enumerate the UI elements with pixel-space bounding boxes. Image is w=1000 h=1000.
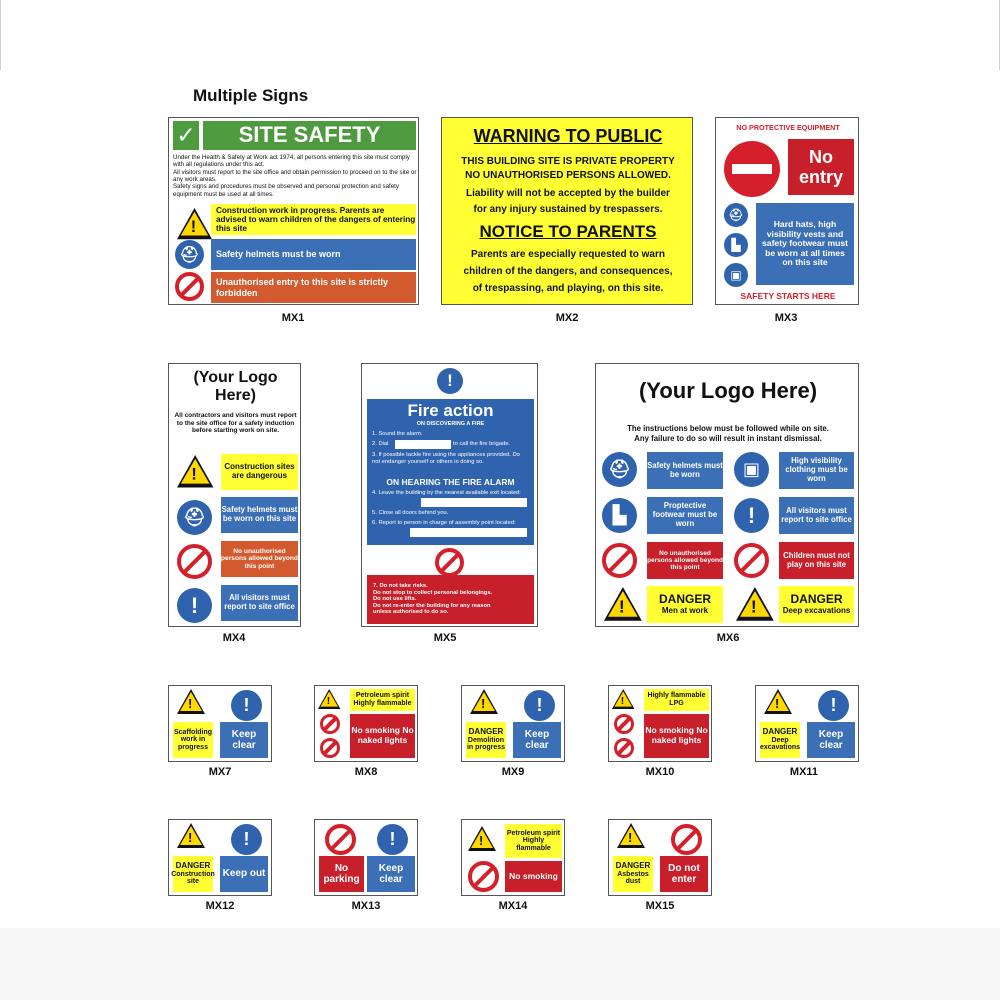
code-mx10: MX10: [645, 766, 675, 778]
no-smoking-icon: [320, 714, 340, 734]
danger-label: DANGER: [175, 860, 211, 870]
safety-starts-here: SAFETY STARTS HERE: [740, 291, 836, 301]
mx8-yellow: Petroleum spirit Highly flammable: [350, 689, 415, 711]
bottom-strip: [0, 928, 1000, 1000]
fire-alarm-heading: ON HEARING THE FIRE ALARM: [386, 477, 515, 487]
mx6-footwear: Proptective footwear must be worn: [647, 497, 723, 534]
phone-number-field: [395, 440, 451, 449]
mx11-blue: Keep clear: [807, 722, 855, 758]
mx6-visibility: High visibility clothing must be worn: [779, 452, 854, 489]
mx4-instructions: All contractors and visitors must report to the site office for a safety induction before starting work on site.: [174, 412, 297, 435]
fire-step-2b: to call the fire brigade.: [453, 441, 511, 447]
mx7-blue: Keep clear: [220, 722, 268, 758]
visitors-text: All visitors must report to site office: [221, 585, 298, 621]
code-mx4: MX4: [222, 632, 246, 644]
mx14-yellow: Petroleum spirit Highly flammable: [505, 824, 562, 858]
code-mx3: MX3: [774, 312, 798, 324]
helmet-icon: ⛑: [177, 500, 212, 535]
mx6-helmets: Safety helmets must be worn: [647, 452, 723, 489]
boot-icon: ▙: [724, 233, 748, 257]
logo-placeholder: (Your Logo Here): [193, 369, 278, 405]
demolition-text: Demolition in progress: [466, 736, 506, 752]
no-access-icon: [177, 544, 212, 579]
sign-mx15: [608, 819, 712, 896]
mx2-line5: Parents are especially requested to warn: [471, 249, 665, 260]
code-mx12: MX12: [205, 900, 235, 912]
construction-site-text: Construction site: [171, 870, 215, 886]
prohibition-icon: [435, 548, 464, 577]
no-text: No: [809, 146, 833, 167]
sign-mx3: [715, 117, 859, 305]
mx2-line1: THIS BUILDING SITE IS PRIVATE PROPERTY: [461, 156, 675, 167]
warning-icon: [177, 208, 212, 239]
fire-action-title: Fire action: [407, 401, 494, 420]
mx12-blue: Keep out: [220, 856, 268, 892]
danger-label: DANGER: [615, 860, 651, 870]
warning-icon: [604, 587, 642, 621]
code-mx5: MX5: [433, 632, 457, 644]
construction-danger: Construction sites are dangerous: [221, 454, 298, 490]
mx15-yellow: [613, 856, 653, 892]
mx12-yellow: [173, 856, 213, 892]
mandatory-icon: !: [524, 690, 555, 721]
asbestos-text: Asbestos dust: [617, 870, 649, 886]
vest-icon: ▣: [724, 263, 748, 287]
mx9-blue: Keep clear: [513, 722, 561, 758]
warning-icon: [617, 823, 645, 848]
sign-mx11: [755, 685, 859, 762]
no-naked-lights-icon: [614, 738, 634, 758]
flammable-icon: [468, 826, 496, 851]
sign-mx9: [461, 685, 565, 762]
no-smoking-icon: [468, 861, 499, 892]
flammable-icon: [612, 689, 634, 709]
fire-step-5: 5. Close all doors behind you.: [372, 510, 449, 516]
sign-mx7: [168, 685, 272, 762]
mx3-top-text: NO PROTECTIVE EQUIPMENT: [736, 123, 840, 132]
mx6-danger-1: [647, 586, 723, 623]
fire-step-7: 7. Do not take risks. Do not stop to collect personal belongings. Do not use lifts. Do not re-enter the building for any reason unless authorised to do so.: [367, 575, 534, 624]
entry-text: entry: [798, 167, 843, 187]
warning-icon: [177, 455, 213, 488]
fire-step-2: 2. Dial: [372, 441, 389, 447]
warning-icon: [177, 689, 205, 714]
mx2-line2: NO UNAUTHORISED PERSONS ALLOWED.: [465, 170, 671, 181]
code-mx1: MX1: [281, 312, 305, 324]
unauthorised-text: No unauthorised persons allowed beyond this point: [221, 541, 298, 577]
mx9-yellow: [466, 722, 506, 758]
sign-mx4: [168, 363, 301, 627]
warning-icon: [470, 689, 498, 714]
danger-label: DANGER: [658, 592, 711, 607]
mx6-unauthorised: No unauthorised persons allowed beyond this point: [647, 542, 723, 579]
sign-mx5: [361, 363, 538, 627]
fire-step-1: 1. Sound the alarm.: [372, 431, 423, 437]
notice-parents-title: NOTICE TO PARENTS: [479, 222, 657, 241]
mx6-danger-2: [779, 586, 854, 623]
code-mx6: MX6: [716, 632, 740, 644]
safety-helmets-text: Safety helmets must be worn: [211, 239, 416, 270]
code-mx8: MX8: [354, 766, 378, 778]
fire-action-sub: ON DISCOVERING A FIRE: [416, 421, 485, 427]
children-prohibition-icon: [734, 543, 769, 578]
no-entry-icon: [175, 272, 204, 301]
sign-mx8: [314, 685, 418, 762]
mx7-yellow: Scaffolding work in progress: [173, 722, 213, 758]
code-mx9: MX9: [501, 766, 525, 778]
fire-action-mandatory-icon: !: [437, 368, 463, 394]
fire-step-4: 4. Leave the building by the nearest available exit located:: [372, 490, 521, 496]
fire-step-6: 6. Report to person in charge of assembly point located:: [372, 520, 516, 526]
danger-label: DANGER: [790, 592, 843, 607]
warning-icon: [736, 587, 774, 621]
mx11-yellow: [760, 722, 800, 758]
deep-excavations: Deep excavations: [782, 605, 851, 615]
sign-mx2: [441, 117, 693, 305]
sign-mx14: [461, 819, 565, 896]
mx10-yellow: Highly flammable LPG: [644, 689, 709, 711]
assembly-point-field: [410, 528, 527, 537]
no-smoking-icon: [614, 714, 634, 734]
mx6-instructions: The instructions below must be followed while on site. Any failure to do so will result in instant dismissal.: [627, 424, 829, 443]
mandatory-icon: !: [231, 824, 262, 855]
sign-mx6: [595, 363, 859, 627]
warning-icon: [177, 823, 205, 848]
boot-icon: ▙: [602, 498, 637, 533]
code-mx13: MX13: [351, 900, 381, 912]
check-box: ✓: [173, 121, 199, 150]
fire-step-3: 3. If possible tackle fire using the appliances provided. Do not endanger yourself or others in doing so.: [372, 452, 520, 465]
mx6-logo-placeholder: (Your Logo Here): [638, 378, 818, 403]
page-title: Multiple Signs: [193, 86, 309, 105]
code-mx15: MX15: [645, 900, 675, 912]
construction-warning: Construction work in progress. Parents are advised to warn children of the dangers of entering this site: [211, 204, 416, 235]
mx15-red: Do not enter: [660, 856, 708, 892]
mandatory-icon: !: [177, 588, 212, 623]
no-entry-box: [788, 139, 854, 195]
code-mx2: MX2: [555, 312, 579, 324]
danger-label: DANGER: [762, 726, 798, 736]
mx2-line3: Liability will not be accepted by the builder: [466, 188, 670, 199]
mx2-line7: of trespassing, and playing, on this site.: [472, 283, 664, 294]
mx6-visitors: All visitors must report to site office: [779, 497, 854, 534]
mandatory-icon: !: [377, 824, 408, 855]
code-mx14: MX14: [498, 900, 528, 912]
exit-location-field: [421, 498, 527, 507]
unauthorised-entry-text: Unauthorised entry to this site is strictly forbidden: [211, 272, 416, 303]
men-at-work: Men at work: [661, 605, 709, 615]
mx14-red: No smoking: [505, 861, 562, 892]
no-access-icon: [602, 543, 637, 578]
sign-mx12: [168, 819, 272, 896]
mx13-red: No parking: [319, 856, 364, 892]
no-entry-icon: [671, 824, 702, 855]
mx6-children: Children must not play on this site: [779, 542, 854, 579]
flammable-icon: [318, 689, 340, 709]
no-naked-lights-icon: [320, 738, 340, 758]
danger-label: DANGER: [468, 726, 504, 736]
no-entry-sign-icon: [724, 141, 780, 197]
site-safety-body: Under the Health & Safety at Work act 1974, all persons entering this site must comply with all regulations under this act. All visitors must report to the site office and obtain permission to proceed on to the site or any work areas. Safety signs and procedures must be observed and personal protection and safety equipment must be used at all times.: [173, 154, 417, 198]
deep-excavations-text: Deep excavations: [759, 736, 801, 752]
code-mx11: MX11: [789, 766, 819, 778]
mx13-blue: Keep clear: [367, 856, 415, 892]
sign-mx13: [314, 819, 418, 896]
vest-icon: ▣: [734, 452, 769, 487]
helmet-icon: ⛑: [602, 452, 637, 487]
helmet-icon: ⛑: [175, 240, 204, 269]
sign-mx10: [608, 685, 712, 762]
code-mx7: MX7: [208, 766, 232, 778]
mx2-line6: children of the dangers, and consequences,: [463, 266, 673, 277]
protective-info: Hard hats, high visibility vests and safety footwear must be worn at all times on this site: [756, 203, 854, 285]
mandatory-icon: !: [734, 498, 769, 533]
no-parking-icon: [325, 824, 356, 855]
warning-icon: [764, 689, 792, 714]
helmets-text: Safety helmets must be worn on this site: [221, 497, 298, 533]
mandatory-icon: !: [818, 690, 849, 721]
mandatory-icon: !: [231, 690, 262, 721]
mx10-red: No smoking No naked lights: [644, 714, 709, 758]
mx8-red: No smoking No naked lights: [350, 714, 415, 758]
site-safety-title: SITE SAFETY: [203, 121, 416, 150]
sign-mx1: [168, 117, 419, 305]
mx2-line4: for any injury sustained by trespassers.: [473, 204, 663, 215]
hard-hat-icon: ⛑: [724, 203, 748, 227]
warning-public-title: WARNING TO PUBLIC: [473, 126, 663, 146]
